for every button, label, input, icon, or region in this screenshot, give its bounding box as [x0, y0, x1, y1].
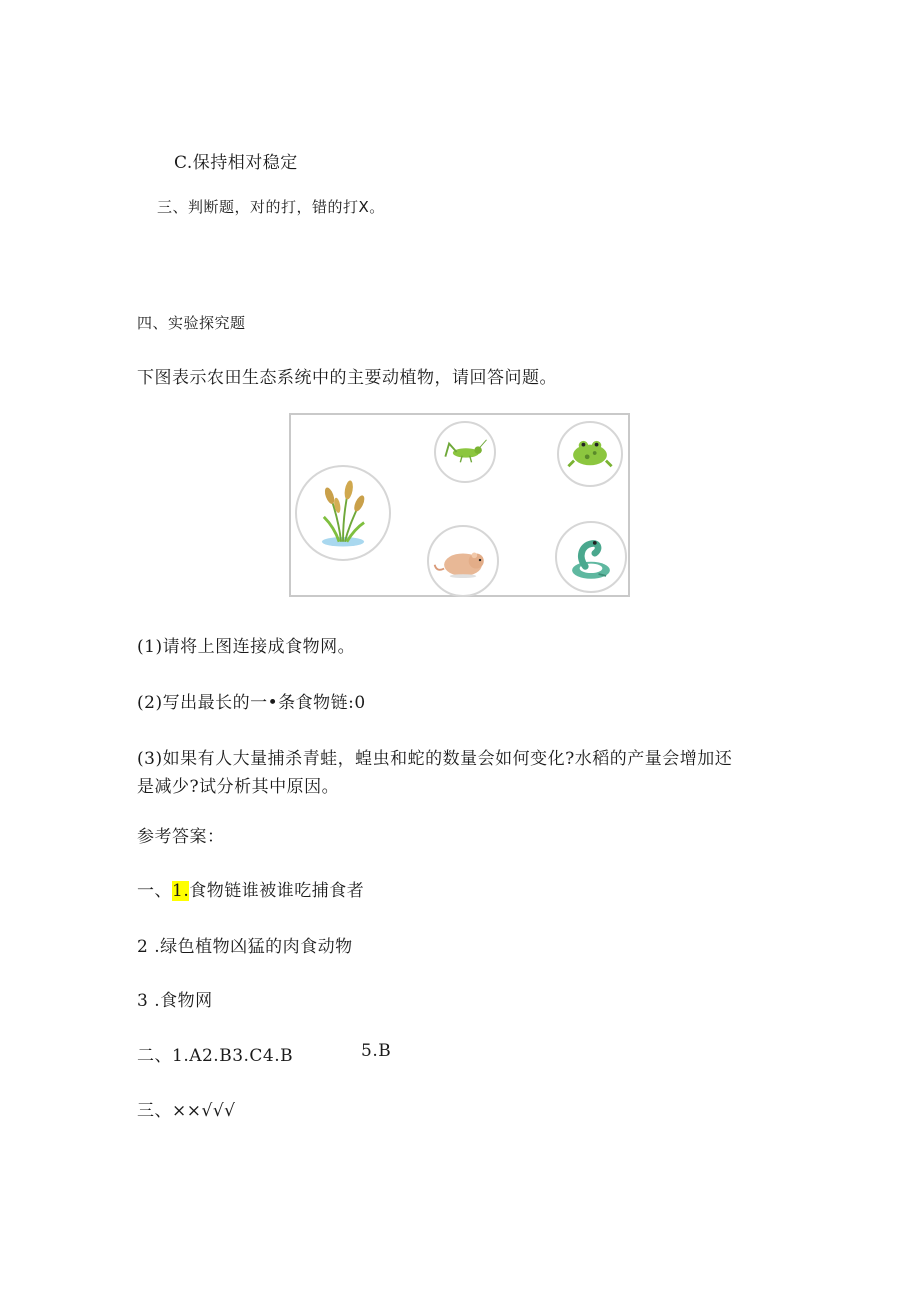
section-4-heading: 四、实验探究题: [137, 314, 246, 332]
answer-1-prefix: 一、: [137, 881, 172, 901]
answers-title: 参考答案：: [137, 827, 225, 847]
snake-circle: [555, 521, 627, 593]
question-2: (2)写出最长的一•条食物链:0: [137, 693, 366, 713]
question-3-line-1: (3)如果有人大量捕杀青蛙，蝗虫和蛇的数量会如何变化?水稻的产量会增加还: [137, 749, 733, 769]
answer-1-3: 3 .食物网: [137, 991, 213, 1011]
question-3-line-2: 是减少?试分析其中原因。: [137, 777, 340, 797]
answer-1-2: 2 .绿色植物凶猛的肉食动物: [137, 937, 353, 957]
answer-1-text: 食物链谁被谁吃捕食者: [189, 881, 365, 901]
ecosystem-figure: [289, 413, 630, 597]
snake-icon: [557, 523, 625, 591]
answer-1-highlight: 1.: [172, 881, 190, 901]
answer-2: 二、1.A2.B3.C4.B: [137, 1046, 294, 1066]
frog-icon: [559, 423, 621, 485]
section-3-heading: 三、判断题，对的打，错的打X。: [157, 198, 385, 216]
question-1: (1)请将上图连接成食物网。: [137, 637, 356, 657]
question-intro: 下图表示农田生态系统中的主要动植物，请回答问题。: [137, 368, 557, 388]
rice-plant-icon: [297, 467, 389, 559]
grasshopper-icon: [436, 423, 494, 481]
answer-3: 三、××√√√: [137, 1101, 236, 1121]
grasshopper-circle: [434, 421, 496, 483]
answer-1-line: [137, 876, 364, 901]
frog-circle: [557, 421, 623, 487]
option-c: C.保持相对稳定: [174, 153, 298, 173]
mouse-circle: [427, 525, 499, 597]
rice-plant-circle: [295, 465, 391, 561]
mouse-icon: [429, 527, 497, 595]
answer-2-item-5: 5.B: [361, 1041, 392, 1061]
